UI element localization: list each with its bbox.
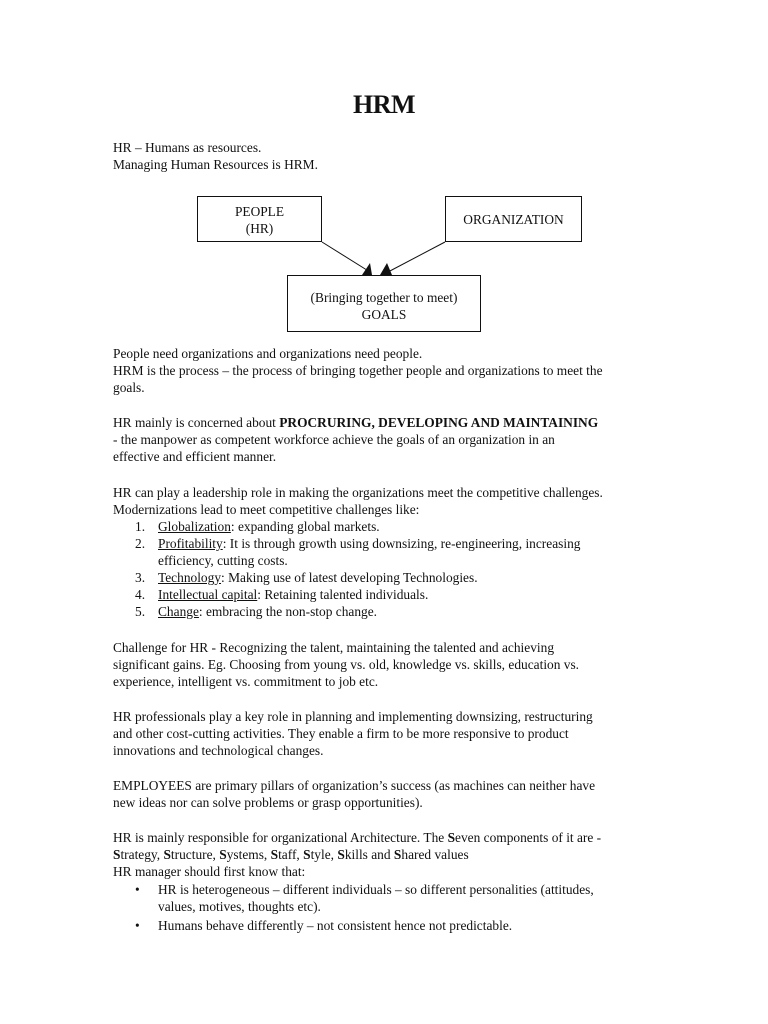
para4-line-3: experience, intelligent vs. commitment to job etc. <box>113 674 379 689</box>
list-term: Intellectual capital <box>158 587 258 602</box>
list-item <box>113 917 594 934</box>
list-item <box>113 569 580 586</box>
para5-line-2: and other cost-cutting activities. They enable a firm to be more responsive to product <box>113 726 569 741</box>
s-word: tructure, <box>170 847 220 862</box>
para4-line-2: significant gains. Eg. Choosing from young vs. old, knowledge vs. skills, education vs. <box>113 657 580 672</box>
list-text: : expanding global markets. <box>230 519 380 534</box>
list-text: : embracing the non-stop change. <box>198 604 378 619</box>
s-word: tyle, <box>310 847 338 862</box>
list-item <box>113 881 594 915</box>
seven-s-line <box>113 846 469 863</box>
goals-label: GOALS <box>361 307 407 322</box>
document-title: HRM <box>352 90 416 119</box>
s-letter: S <box>270 847 279 862</box>
s-word: kills and <box>344 847 394 862</box>
para1-line-3: goals. <box>113 380 145 395</box>
intro-line-2: Managing Human Resources is HRM. <box>113 157 318 172</box>
para5-line-3: innovations and technological changes. <box>113 743 324 758</box>
para7-line-1 <box>113 829 601 846</box>
s-letter: S <box>303 847 311 862</box>
people-label: PEOPLE <box>234 204 285 219</box>
list-number: 4. <box>135 587 146 602</box>
list-text: : Retaining talented individuals. <box>257 587 429 602</box>
list-term: Change <box>158 604 199 619</box>
para2-lead: HR mainly is concerned about <box>113 415 280 430</box>
para7-text: even components of it are - <box>455 830 602 845</box>
list-item <box>113 518 580 535</box>
s-word: taff, <box>278 847 304 862</box>
para7-bold-letter: S <box>447 830 456 845</box>
list-item <box>113 535 580 569</box>
para5-line-1: HR professionals play a key role in planning and implementing downsizing, restructuring <box>113 709 593 724</box>
diagram-arrows <box>0 0 768 400</box>
bullet-text: Humans behave differently – not consistent hence not predictable. <box>158 918 513 933</box>
bullet-text: HR is heterogeneous – different individuals – so different personalities (attitudes, <box>158 882 594 897</box>
list-text: : It is through growth using downsizing, re-engineering, increasing <box>222 536 581 551</box>
goals-sublabel: (Bringing together to meet) <box>310 290 458 305</box>
para2-line-3: effective and efficient manner. <box>113 449 277 464</box>
s-letter: S <box>337 847 345 862</box>
list-term: Profitability <box>158 536 223 551</box>
para1-line-2: HRM is the process – the process of bringing together people and organizations to meet the <box>113 363 603 378</box>
bullet-icon: • <box>135 882 140 897</box>
organization-label: ORGANIZATION <box>463 212 564 227</box>
list-item <box>113 603 580 620</box>
people-sublabel: (HR) <box>245 221 274 236</box>
s-letter: S <box>113 847 121 862</box>
s-letter: S <box>163 847 171 862</box>
para2-line-1 <box>113 414 598 431</box>
arrow-line-organization <box>388 242 445 272</box>
bullet-icon: • <box>135 918 140 933</box>
list-number: 3. <box>135 570 146 585</box>
para7-line-3: HR manager should first know that: <box>113 864 306 879</box>
para3-line-2: Modernizations lead to meet competitive challenges like: <box>113 502 420 517</box>
list-number: 5. <box>135 604 146 619</box>
goals-box <box>287 275 481 332</box>
list-text: : Making use of latest developing Technologies. <box>221 570 478 585</box>
s-letter: S <box>219 847 227 862</box>
intro-line-1: HR – Humans as resources. <box>113 140 262 155</box>
bullet-text-continued: values, motives, thoughts etc). <box>158 899 321 914</box>
list-number: 2. <box>135 536 146 551</box>
s-word: hared values <box>401 847 469 862</box>
list-text-continued: efficiency, cutting costs. <box>158 553 288 568</box>
para6-line-1: EMPLOYEES are primary pillars of organization’s success (as machines can neither have <box>113 778 596 793</box>
para1-line-1: People need organizations and organizations need people. <box>113 346 423 361</box>
challenges-list <box>113 518 580 620</box>
list-term: Globalization <box>158 519 231 534</box>
para6-line-2: new ideas nor can solve problems or grasp opportunities). <box>113 795 423 810</box>
bullet-list <box>113 881 594 934</box>
para7-text: HR is mainly responsible for organizational Architecture. The <box>113 830 448 845</box>
arrow-head-people <box>362 263 372 275</box>
s-word: trategy, <box>120 847 164 862</box>
para3-line-1: HR can play a leadership role in making the organizations meet the competitive challenges. <box>113 485 603 500</box>
arrow-head-organization <box>380 263 392 275</box>
para4-line-1: Challenge for HR - Recognizing the talent, maintaining the talented and achieving <box>113 640 555 655</box>
list-item <box>113 586 580 603</box>
s-letter: S <box>393 847 402 862</box>
para2-bold: PROCRURING, DEVELOPING AND MAINTAINING <box>279 415 599 430</box>
list-term: Technology <box>158 570 222 585</box>
s-word: ystems, <box>226 847 271 862</box>
list-number: 1. <box>135 519 146 534</box>
arrow-line-people <box>322 242 370 272</box>
para2-line-2: - the manpower as competent workforce achieve the goals of an organization in an <box>113 432 555 447</box>
